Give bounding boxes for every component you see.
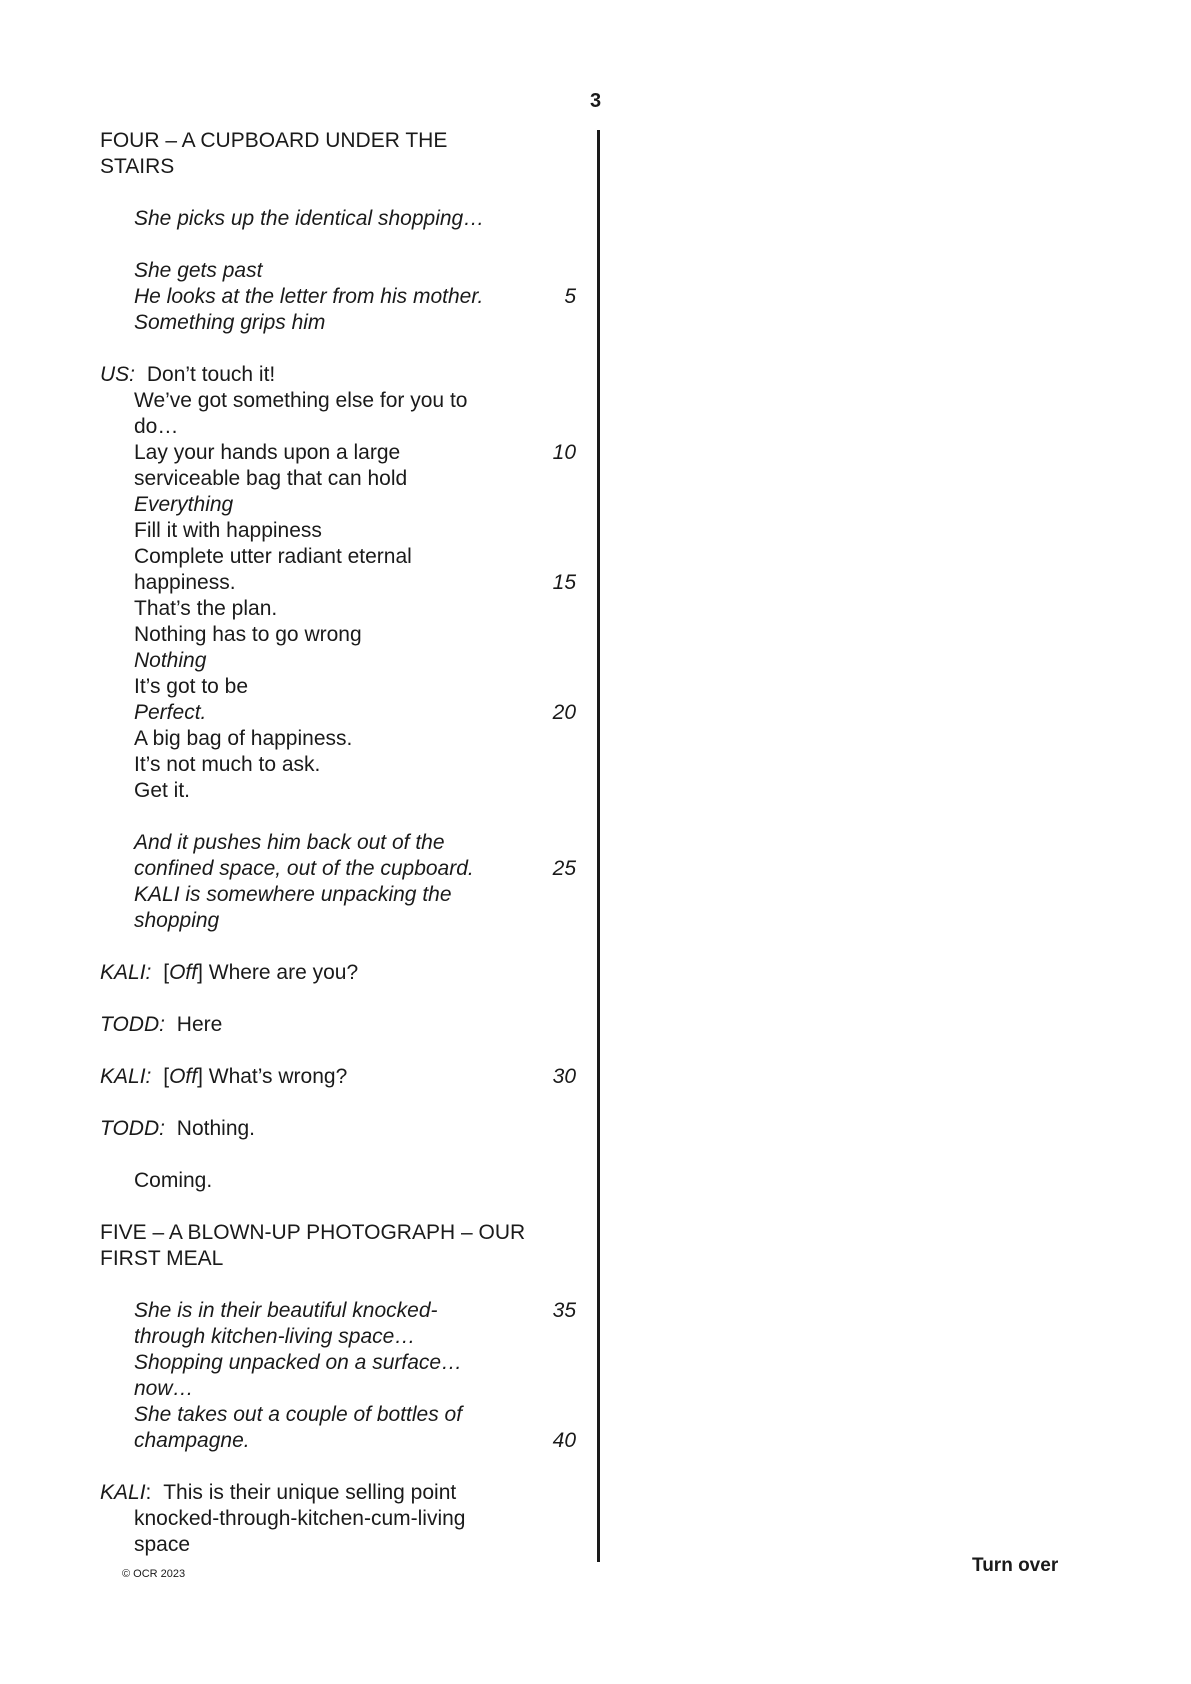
dialogue-line: [100, 1064, 347, 1090]
dialogue-line: do…: [134, 415, 179, 438]
dialogue-line: Fill it with happiness: [134, 519, 322, 542]
line-number: 20: [552, 701, 576, 724]
scene-heading: FOUR – A CUPBOARD UNDER THE: [100, 129, 448, 152]
line-number: 10: [552, 441, 576, 464]
off-direction: Off: [169, 961, 198, 984]
stage-direction: now…: [134, 1377, 194, 1400]
dialogue-line: We’ve got something else for you to: [134, 389, 468, 412]
dialogue-line: It’s not much to ask.: [134, 753, 321, 776]
dialogue-line: Everything: [134, 493, 234, 516]
stage-direction: through kitchen-living space…: [134, 1325, 416, 1348]
line-number: 35: [552, 1299, 576, 1322]
stage-direction: Something grips him: [134, 311, 326, 334]
speaker-name: TODD:: [100, 1117, 165, 1140]
scene-heading: STAIRS: [100, 155, 175, 178]
speaker-name: KALI:: [100, 961, 152, 984]
line-number: 25: [552, 857, 576, 880]
margin-rule: [597, 130, 600, 1562]
dialogue-text: Nothing.: [176, 1117, 256, 1140]
dialogue-line: [100, 960, 358, 986]
dialogue-line: Get it.: [134, 779, 191, 802]
dialogue-line: Complete utter radiant eternal: [134, 545, 412, 568]
dialogue-line: serviceable bag that can hold: [134, 467, 408, 490]
turn-over-label: Turn over: [972, 1555, 1059, 1576]
dialogue-line: A big bag of happiness.: [134, 727, 353, 750]
dialogue-line: [100, 1012, 222, 1038]
dialogue-line: Nothing: [134, 649, 207, 672]
dialogue-line: Perfect.: [134, 701, 207, 724]
dialogue-text: This is their unique selling point: [163, 1481, 457, 1504]
dialogue-text: Don’t touch it!: [146, 363, 276, 386]
dialogue-line: [100, 1116, 255, 1142]
stage-direction: He looks at the letter from his mother.: [134, 285, 484, 308]
bracket: [: [163, 961, 170, 984]
stage-direction: confined space, out of the cupboard.: [134, 857, 474, 880]
dialogue-line: Coming.: [134, 1169, 213, 1192]
dialogue-line: [100, 1480, 456, 1506]
stage-direction: Shopping unpacked on a surface…: [134, 1351, 463, 1374]
stage-direction: She is in their beautiful knocked-: [134, 1299, 438, 1322]
dialogue-line: Nothing has to go wrong: [134, 623, 362, 646]
dialogue-line: That’s the plan.: [134, 597, 278, 620]
stage-direction: shopping: [134, 909, 220, 932]
line-number: 5: [564, 285, 576, 308]
dialogue-line: happiness.: [134, 571, 236, 594]
speaker-colon: :: [145, 1481, 152, 1504]
speaker-name: KALI: [100, 1481, 146, 1504]
dialogue-text: ] What’s wrong?: [197, 1065, 348, 1088]
dialogue-text: Here: [176, 1013, 223, 1036]
speaker-name: US:: [100, 363, 136, 386]
line-number: 30: [552, 1065, 576, 1088]
stage-direction: champagne.: [134, 1429, 250, 1452]
scene-heading: FIVE – A BLOWN-UP PHOTOGRAPH – OUR: [100, 1221, 526, 1244]
dialogue-line: space: [134, 1533, 191, 1556]
page-number: 3: [590, 90, 602, 112]
stage-direction: KALI is somewhere unpacking the: [134, 883, 452, 906]
speaker-name: KALI:: [100, 1065, 152, 1088]
dialogue-line: Lay your hands upon a large: [134, 441, 401, 464]
stage-direction: She takes out a couple of bottles of: [134, 1403, 463, 1426]
dialogue-line: knocked-through-kitchen-cum-living: [134, 1507, 466, 1530]
dialogue-text: ] Where are you?: [197, 961, 359, 984]
copyright-notice: © OCR 2023: [122, 1568, 186, 1580]
stage-direction: And it pushes him back out of the: [134, 831, 445, 854]
speaker-name: TODD:: [100, 1013, 165, 1036]
off-direction: Off: [169, 1065, 198, 1088]
dialogue-line: [100, 362, 275, 388]
scene-heading: FIRST MEAL: [100, 1247, 224, 1270]
line-number: 40: [552, 1429, 576, 1452]
line-number: 15: [552, 571, 576, 594]
stage-direction: She gets past: [134, 259, 263, 282]
bracket: [: [163, 1065, 170, 1088]
stage-direction: She picks up the identical shopping…: [134, 207, 485, 230]
dialogue-line: It’s got to be: [134, 675, 249, 698]
